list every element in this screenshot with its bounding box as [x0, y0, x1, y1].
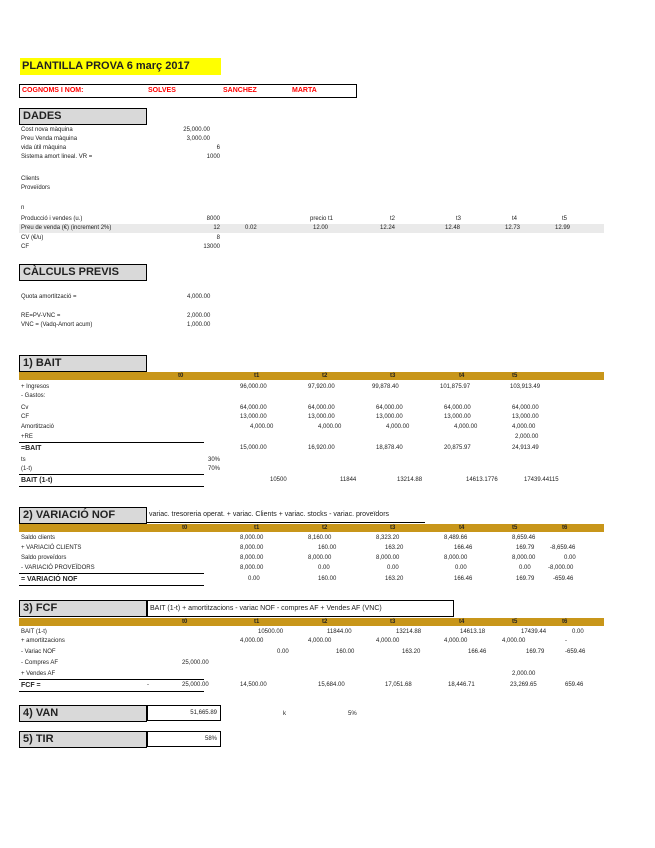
price-value-t4: 12.73 — [505, 225, 521, 231]
price-header-3: t4 — [512, 216, 518, 222]
fcf-total-t1: 14,500.00 — [240, 682, 267, 688]
fcf-total-t2: 15,684.00 — [318, 682, 345, 688]
price-value-t1: 12.00 — [313, 225, 329, 231]
fcf-header-t1: t1 — [254, 619, 260, 625]
bait-header-t0: t0 — [178, 373, 184, 379]
fcf-total-t3: 17,051.68 — [385, 682, 412, 688]
nof-row-0-t3: 8,323.20 — [376, 535, 400, 541]
price-label: Preu de venda (€) (increment 2%) — [21, 225, 112, 231]
fcf-amort-t3: 4,000.00 — [376, 638, 400, 644]
fcf-compres-t0: 25,000.00 — [182, 660, 209, 666]
cv-t5: 64,000.00 — [512, 405, 539, 411]
dades-value-2: 6 — [216, 145, 220, 151]
one-t-value: 70% — [207, 466, 220, 472]
bait1t-t3: 13214.88 — [397, 477, 423, 483]
nof-total-t4: 166.46 — [454, 576, 473, 582]
amort-label: Amortització — [21, 424, 55, 430]
cv-row-label: Cv — [21, 405, 29, 411]
nof-row-1-t4: 166.46 — [454, 545, 473, 551]
section-tir: 5) TIR — [19, 731, 147, 748]
fcf-bait1t-t2: 11844.00 — [327, 629, 352, 635]
fcf-header-t3: t3 — [390, 619, 396, 625]
fcf-nof-t5: 169.79 — [526, 649, 545, 655]
fcf-bait1t-t4: 14613.18 — [460, 629, 486, 635]
vnc-label: VNC = (Vadq-Amort acum) — [21, 322, 93, 328]
bait-header-t3: t3 — [390, 373, 396, 379]
dades-n: n — [21, 205, 25, 211]
nof-row-0-t4: 8,489.66 — [444, 535, 468, 541]
ingresos-t2: 97,920.00 — [308, 384, 335, 390]
ts-value: 30% — [207, 457, 220, 463]
nof-row-1-t1: 8,000.00 — [240, 545, 264, 551]
nof-row-2-t3: 8,000.00 — [376, 555, 400, 561]
fcf-nof-t3: 163.20 — [402, 649, 421, 655]
ingresos-label: + Ingresos — [21, 384, 50, 390]
cf-t2: 13,000.00 — [308, 414, 335, 420]
fcf-amort-t4: 4,000.00 — [444, 638, 468, 644]
gastos-label: - Gastos: — [21, 393, 46, 399]
fcf-header-t0: t0 — [182, 619, 188, 625]
nof-header-t6: t6 — [562, 525, 568, 531]
nof-header-t2: t2 — [322, 525, 328, 531]
dades-label-3: Sistema amort lineal. VR = — [21, 154, 93, 160]
dades-value-0: 25,000.00 — [183, 127, 210, 133]
van-value-box: 51,665.89 — [147, 705, 221, 721]
dades-proveidors: Proveïdors — [21, 185, 51, 191]
amort-t4: 4,000.00 — [454, 424, 478, 430]
nof-row-3-t2: 0.00 — [318, 565, 330, 571]
cf-t3: 13,000.00 — [376, 414, 403, 420]
price-value-t3: 12.48 — [445, 225, 461, 231]
ingresos-t1: 96,000.00 — [240, 384, 267, 390]
prod-label: Producció i vendes (u.) — [21, 216, 83, 222]
amort-t5: 4,000.00 — [512, 424, 536, 430]
nof-row-0-t5: 8,659.46 — [512, 535, 536, 541]
nof-total-t5: 169.79 — [516, 576, 535, 582]
nof-row-0-t1: 8,000.00 — [240, 535, 264, 541]
nof-total-t3: 163.20 — [385, 576, 404, 582]
nof-row-2-label: Saldo proveïdors — [21, 555, 67, 561]
fcf-amort-t5: 4,000.00 — [502, 638, 526, 644]
name-box — [19, 84, 357, 98]
nof-row-0-t2: 8,160.00 — [308, 535, 332, 541]
tir-value-box: 58% — [147, 731, 221, 747]
nof-header-t1: t1 — [254, 525, 260, 531]
bait-header-t1: t1 — [254, 373, 260, 379]
section-van: 4) VAN — [19, 705, 147, 722]
surname-2: SANCHEZ — [223, 87, 257, 94]
amort-t3: 4,000.00 — [386, 424, 410, 430]
nof-row-2-t2: 8,000.00 — [308, 555, 332, 561]
nof-row-3-t6: -8,000.00 — [548, 565, 574, 571]
dades-label-0: Cost nova màquina — [21, 127, 73, 133]
ingresos-t3: 99,878.40 — [372, 384, 399, 390]
nof-formula: variac. tresoreria operat. + variac. Clients + variac. stocks - variac. proveïdors — [147, 508, 425, 523]
amort-t2: 4,000.00 — [318, 424, 342, 430]
quota-value: 4,000.00 — [187, 294, 211, 300]
fcf-nof-t2: 160.00 — [336, 649, 355, 655]
fcf-total-t6: 659.46 — [565, 682, 584, 688]
fcf-total-rule-top — [19, 679, 204, 680]
fcf-header-t2: t2 — [322, 619, 328, 625]
cf-value: 13000 — [203, 244, 220, 250]
fcf-bait1t-t1: 10500.00 — [258, 629, 284, 635]
fcf-vendes-t5: 2,000.00 — [512, 671, 536, 677]
bait-total-rule — [19, 442, 204, 443]
fcf-amort-label: + amortitzacions — [21, 638, 65, 644]
fcf-bait1t-t5: 17439.44 — [521, 629, 547, 635]
nof-total-rule-top — [19, 573, 204, 574]
bait1t-rule-bottom — [19, 486, 204, 487]
cf-label: CF — [21, 244, 29, 250]
bait1t-t4: 14613.1776 — [466, 477, 498, 483]
fcf-bait1t-t6: 0.00 — [572, 629, 584, 635]
section-calculs: CÀLCULS PREVIS — [19, 264, 147, 281]
fcf-header-t4: t4 — [459, 619, 465, 625]
nof-total-rule-bottom — [19, 585, 204, 586]
nof-header-t4: t4 — [459, 525, 465, 531]
fcf-compres-label: - Compres AF — [21, 660, 59, 666]
re-row-label: +RE — [21, 434, 33, 440]
ingresos-t5: 103,913.49 — [510, 384, 541, 390]
price-header-2: t3 — [456, 216, 462, 222]
first-name: MARTA — [292, 87, 317, 94]
nof-total-t1: 0.00 — [248, 576, 260, 582]
re-row-t5: 2,000.00 — [515, 434, 539, 440]
fcf-nof-t6: -659.46 — [565, 649, 586, 655]
price-incr: 0.02 — [245, 225, 257, 231]
section-bait: 1) BAIT — [19, 355, 147, 372]
fcf-bait1t-label: BAIT (1-t) — [21, 629, 47, 635]
bait1t-rule-top — [19, 474, 204, 475]
fcf-total-dash: - — [147, 682, 149, 688]
sheet-title: PLANTILLA PROVA 6 març 2017 — [20, 58, 221, 75]
nof-row-3-t3: 0.00 — [387, 565, 399, 571]
cv-t2: 64,000.00 — [308, 405, 335, 411]
k-label: k — [283, 711, 286, 717]
fcf-total-label: FCF = — [21, 682, 41, 689]
price-value-t2: 12.24 — [380, 225, 396, 231]
price-value: 12 — [213, 225, 220, 231]
nof-row-3-t1: 8,000.00 — [240, 565, 264, 571]
re-value: 2,000.00 — [187, 313, 211, 319]
ingresos-t4: 101,875.97 — [440, 384, 471, 390]
nof-row-2-t6: 0.00 — [564, 555, 576, 561]
dades-value-3: 1000 — [206, 154, 220, 160]
nof-row-3-t5: 0.00 — [519, 565, 531, 571]
dades-label-2: vida útil màquina — [21, 145, 67, 151]
cv-t1: 64,000.00 — [240, 405, 267, 411]
bait1t-t5: 17439.44115 — [524, 477, 559, 483]
cf-row-label: CF — [21, 414, 29, 420]
nof-row-3-t4: 0.00 — [455, 565, 467, 571]
bait-total-t1: 15,000.00 — [240, 445, 267, 451]
fcf-total-t0: 25,000.00 — [182, 682, 209, 688]
nof-total-t2: 160.00 — [318, 576, 337, 582]
bait-total-t5: 24,913.49 — [512, 445, 539, 451]
cv-value: 8 — [216, 235, 220, 241]
fcf-bait1t-t3: 13214.88 — [396, 629, 422, 635]
one-t-label: (1-t) — [21, 466, 32, 472]
bait-header-t4: t4 — [459, 373, 465, 379]
nof-header-t3: t3 — [390, 525, 396, 531]
nof-total-label: = VARIACIÓ NOF — [21, 576, 78, 583]
nof-row-0-label: Saldo clients — [21, 535, 56, 541]
nof-header-t5: t5 — [512, 525, 518, 531]
fcf-total-t5: 23,269.65 — [510, 682, 537, 688]
fcf-vendes-label: + Vendes AF — [21, 671, 56, 677]
fcf-header-t6: t6 — [562, 619, 568, 625]
cv-label: CV (€/u) — [21, 235, 44, 241]
ts-label: ts — [21, 457, 26, 463]
prod-value: 8000 — [206, 216, 220, 222]
re-label: RE=PV-VNC = — [21, 313, 61, 319]
fcf-nof-t1: 0.00 — [277, 649, 289, 655]
cf-t4: 13,000.00 — [444, 414, 471, 420]
price-header-0: precio t1 — [310, 216, 334, 222]
nof-row-2-t5: 8,000.00 — [512, 555, 536, 561]
fcf-formula: BAIT (1-t) + amortitzacions - variac NOF - compres AF + Vendes AF (VNC) — [147, 600, 454, 617]
bait1t-t1: 10500 — [270, 477, 287, 483]
price-value-t5: 12.99 — [555, 225, 571, 231]
nof-header-t0: t0 — [182, 525, 188, 531]
price-header-4: t5 — [562, 216, 568, 222]
fcf-amort-t1: 4,000.00 — [240, 638, 264, 644]
nof-row-1-t6: -8,659.46 — [550, 545, 576, 551]
fcf-amort-t6: - — [565, 638, 567, 644]
bait-total-label: =BAIT — [21, 445, 42, 452]
surname-1: SOLVES — [148, 87, 176, 94]
cv-t3: 64,000.00 — [376, 405, 403, 411]
nof-total-t6: -659.46 — [553, 576, 574, 582]
bait1t-t2: 11844 — [340, 477, 357, 483]
fcf-nof-t4: 166.46 — [468, 649, 487, 655]
nof-row-1-t2: 160.00 — [318, 545, 337, 551]
cf-t1: 13,000.00 — [240, 414, 267, 420]
nof-row-2-t1: 8,000.00 — [240, 555, 264, 561]
nof-row-1-t3: 163.20 — [385, 545, 404, 551]
bait-total-t4: 20,875.97 — [444, 445, 471, 451]
dades-value-1: 3,000.00 — [186, 136, 210, 142]
bait1t-label: BAIT (1-t) — [21, 477, 53, 484]
price-header-1: t2 — [390, 216, 396, 222]
cv-t4: 64,000.00 — [444, 405, 471, 411]
bait-header-t2: t2 — [322, 373, 328, 379]
nof-row-1-label: + VARIACIÓ CLIENTS — [21, 545, 82, 551]
names-label: COGNOMS I NOM: — [22, 87, 84, 94]
vnc-value: 1,000.00 — [187, 322, 211, 328]
bait-total-t2: 16,920.00 — [308, 445, 335, 451]
section-dades: DADES — [19, 108, 147, 125]
nof-row-2-t4: 8,000.00 — [444, 555, 468, 561]
cf-t5: 13,000.00 — [512, 414, 539, 420]
fcf-amort-t2: 4,000.00 — [308, 638, 332, 644]
nof-row-1-t5: 169.79 — [516, 545, 535, 551]
fcf-nof-label: - Variac NOF — [21, 649, 56, 655]
amort-t1: 4,000.00 — [250, 424, 274, 430]
section-fcf: 3) FCF — [19, 600, 147, 617]
fcf-total-rule-bottom — [19, 691, 204, 692]
k-value: 5% — [348, 711, 357, 717]
dades-label-1: Preu Venda màquina — [21, 136, 78, 142]
dades-clients: Clients — [21, 176, 40, 182]
fcf-total-t4: 18,446.71 — [448, 682, 475, 688]
quota-label: Quota amortització = — [21, 294, 77, 300]
nof-row-3-label: - VARIACIÓ PROVEÏDORS — [21, 565, 95, 571]
bait-header-t5: t5 — [512, 373, 518, 379]
bait-total-t3: 18,878.40 — [376, 445, 403, 451]
fcf-header-t5: t5 — [512, 619, 518, 625]
section-nof: 2) VARIACIÓ NOF — [19, 507, 147, 524]
